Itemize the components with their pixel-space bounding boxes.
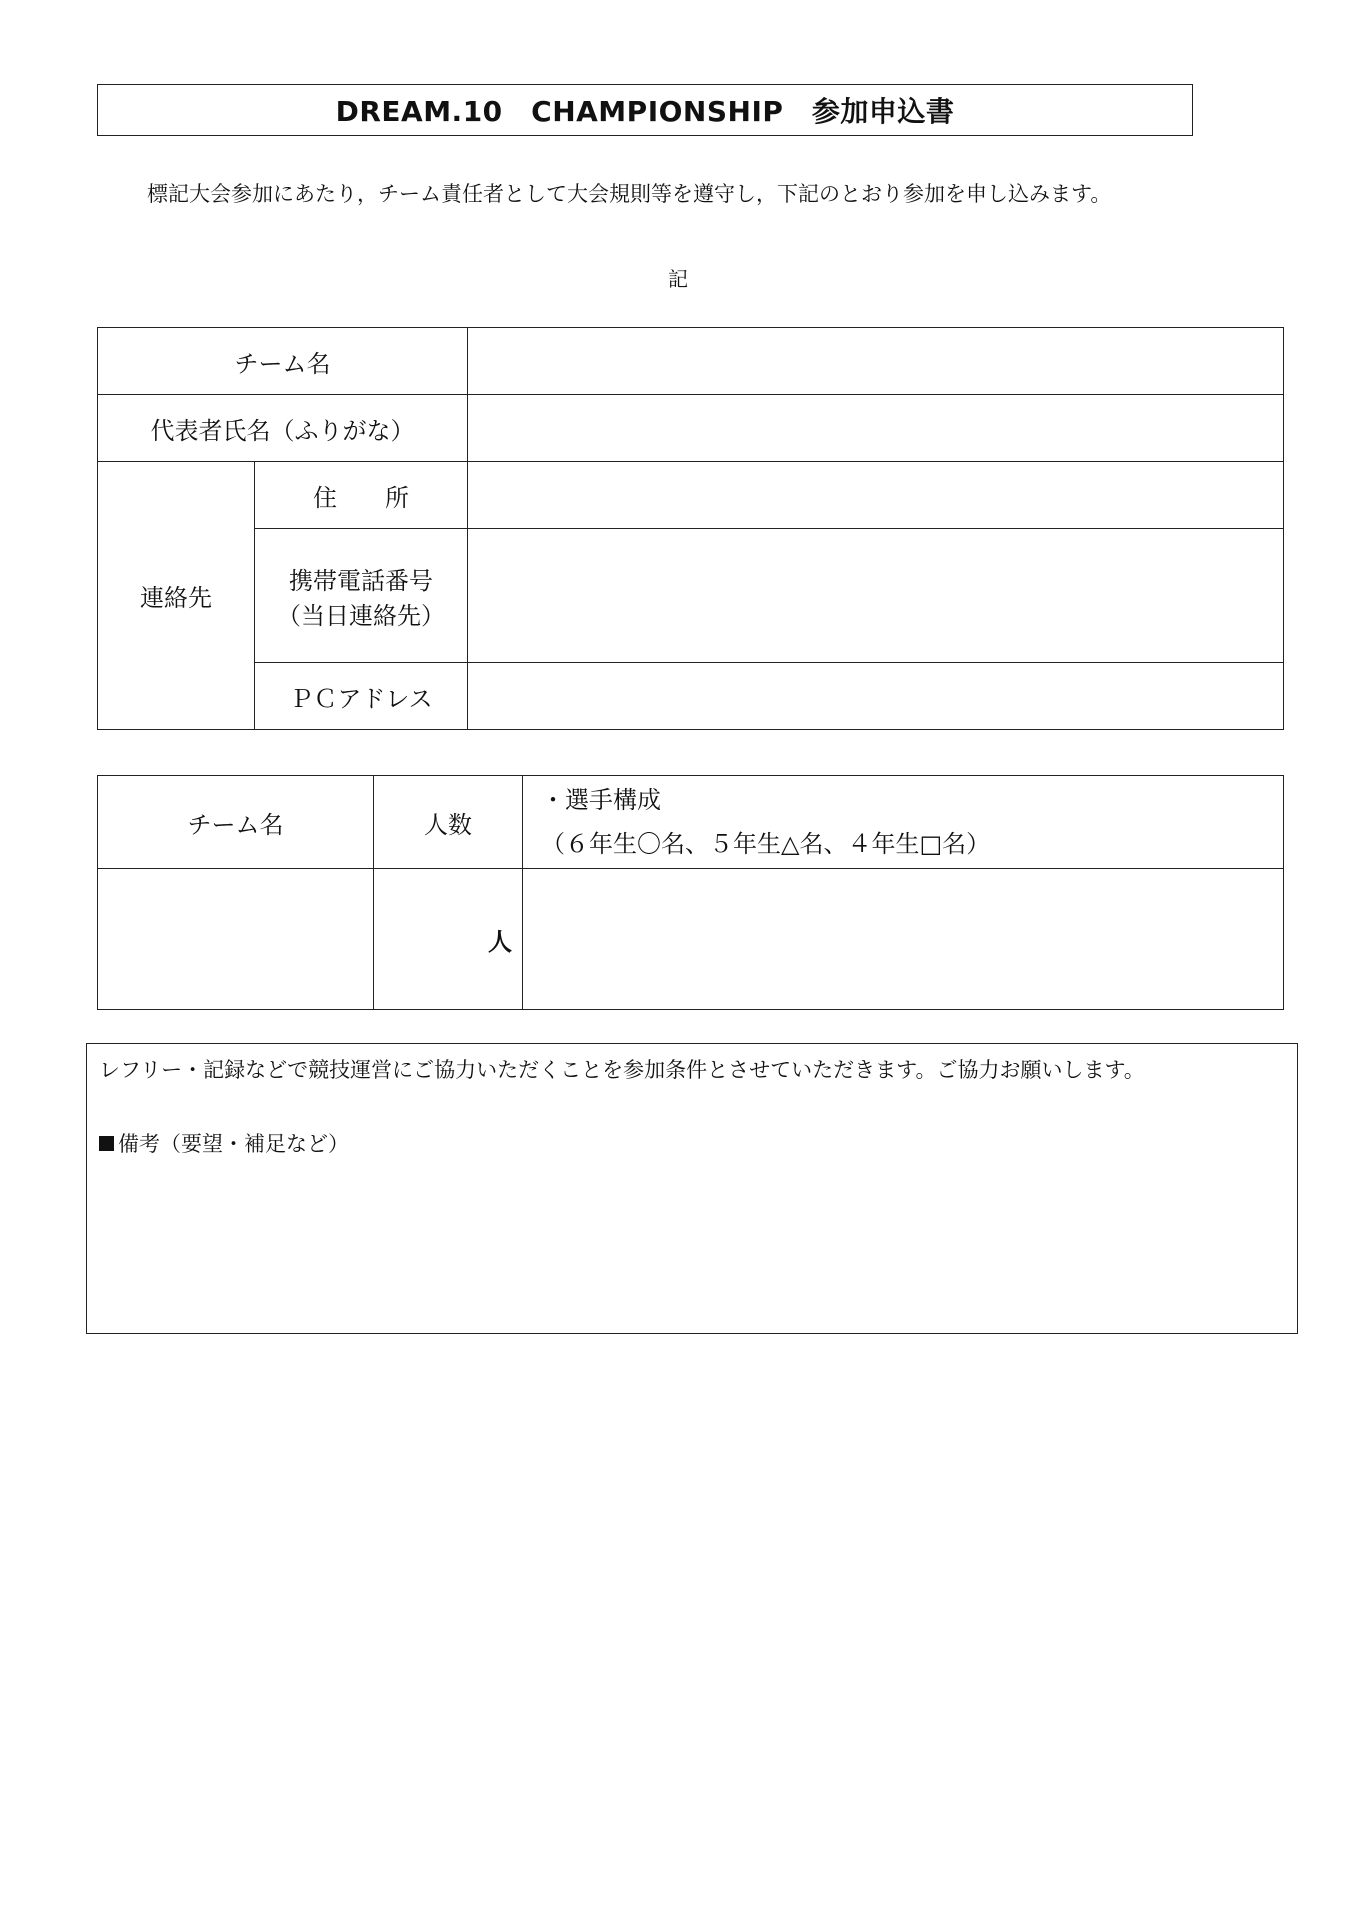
phone-label-line1: 携帯電話番号 <box>289 566 433 595</box>
document-title: DREAM.10 CHAMPIONSHIP 参加申込書 <box>97 84 1193 136</box>
address-field[interactable] <box>468 462 1284 529</box>
remarks-label: 備考（要望・補足など） <box>118 1132 349 1156</box>
team-composition-table <box>97 775 1284 1010</box>
contact-form-table <box>97 327 1284 730</box>
intro-text: 標記大会参加にあたり，チーム責任者として大会規則等を遵守し，下記のとおり参加を申し込みます。 <box>147 182 1112 206</box>
composition-header-line1: ・選手構成 <box>541 786 661 814</box>
team-name-label: チーム名 <box>98 328 468 395</box>
phone-field[interactable] <box>468 529 1284 663</box>
notes-box <box>86 1043 1298 1334</box>
phone-label <box>255 529 468 663</box>
count-entry[interactable] <box>374 869 523 1010</box>
count-unit: 人 <box>488 927 512 956</box>
remarks-heading <box>99 1128 1285 1158</box>
composition-entry[interactable] <box>523 869 1284 1010</box>
pc-address-label: ＰＣアドレス <box>255 663 468 730</box>
pc-address-field[interactable] <box>468 663 1284 730</box>
representative-field[interactable] <box>468 395 1284 462</box>
representative-label: 代表者氏名（ふりがな） <box>98 395 468 462</box>
cooperation-text: レフリー・記録などで競技運営にご協力いただくことを参加条件とさせていただきます。ご協力お願いします。 <box>99 1058 1145 1082</box>
count-header: 人数 <box>374 776 523 869</box>
phone-label-line2: （当日連絡先） <box>277 601 445 630</box>
team-name-entry[interactable] <box>98 869 374 1010</box>
team-name-header: チーム名 <box>98 776 374 869</box>
team-name-field[interactable] <box>468 328 1284 395</box>
composition-header <box>523 776 1284 869</box>
composition-header-line2: （６年生〇名、５年生△名、４年生□名） <box>541 830 991 858</box>
ki-marker: 記 <box>668 267 688 291</box>
black-square-icon <box>99 1136 114 1151</box>
address-label: 住 所 <box>255 462 468 529</box>
contact-label: 連絡先 <box>98 462 255 730</box>
